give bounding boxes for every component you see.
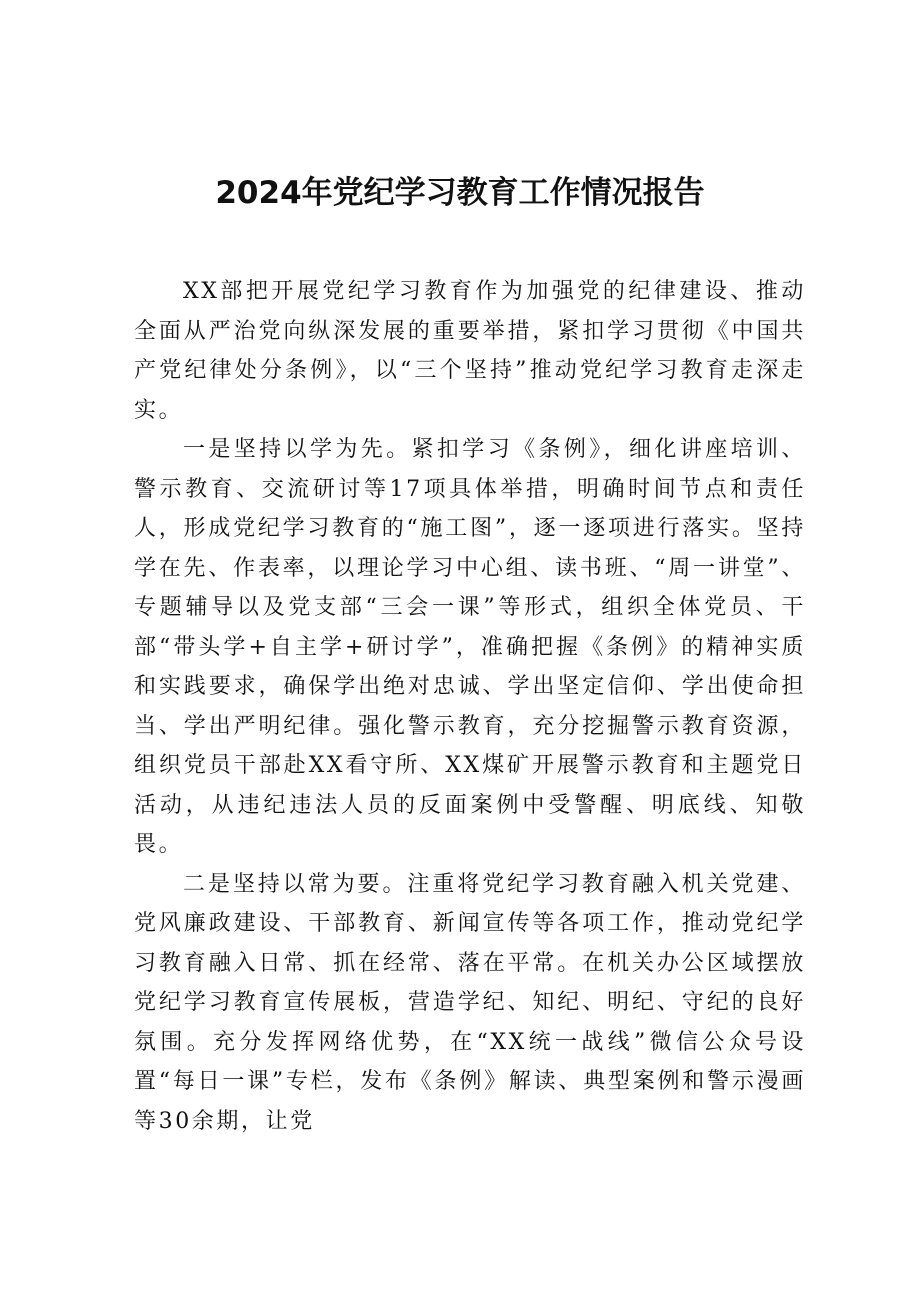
paragraph-regular-practice: 二是坚持以常为要。注重将党纪学习教育融入机关党建、党风廉政建设、干部教育、新闻宣传等各项工作，推动党纪学习教育融入日常、抓在经常、落在平常。在机关办公区域摆放党纪学习教育宣传展板，营造学纪、知纪、明纪、守纪的良好氛围。充分发挥网络优势，在“XX统一战线”微信公众号设置“每日一课”专栏，发布《条例》解读、典型案例和警示漫画等30余期，让党	[134, 871, 806, 1134]
document-body	[134, 272, 806, 1141]
paragraph-intro: XX部把开展党纪学习教育作为加强党的纪律建设、推动全面从严治党向纵深发展的重要举措，紧扣学习贯彻《中国共产党纪律处分条例》，以“三个坚持”推动党纪学习教育走深走实。	[134, 279, 806, 423]
paragraph-learning-first: 一是坚持以学为先。紧扣学习《条例》，细化讲座培训、警示教育、交流研讨等17项具体举措，明确时间节点和责任人，形成党纪学习教育的“施工图”，逐一逐项进行落实。坚持学在先、作表率，以理论学习中心组、读书班、“周一讲堂”、专题辅导以及党支部“三会一课”等形式，组织全体党员、干部“带头学+自主学+研讨学”，准确把握《条例》的精神实质和实践要求，确保学出绝对忠诚、学出坚定信仰、学出使命担当、学出严明纪律。强化警示教育，充分挖掘警示教育资源，组织党员干部赴XX看守所、XX煤矿开展警示教育和主题党日活动，从违纪违法人员的反面案例中受警醒、明底线、知敬畏。	[134, 437, 806, 857]
document-title: 2024年党纪学习教育工作情况报告	[215, 175, 705, 211]
